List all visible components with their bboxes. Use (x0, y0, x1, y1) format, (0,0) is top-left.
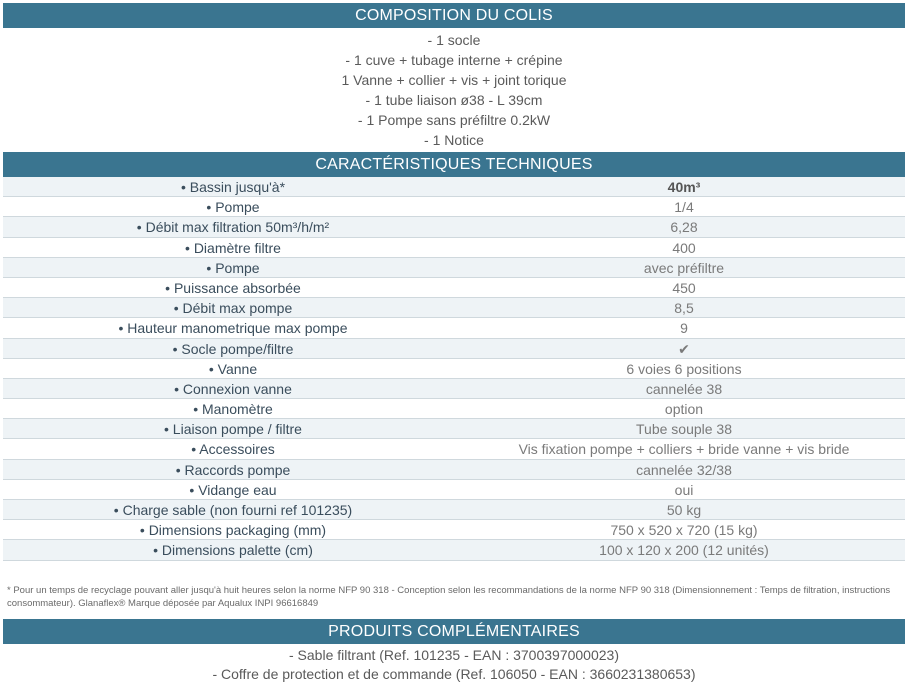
spec-value: 8,5 (674, 300, 694, 317)
produits-list (3, 646, 905, 684)
spec-row (3, 177, 905, 197)
spec-value: 400 (672, 239, 696, 256)
composition-item: 1 Vanne + collier + vis + joint torique (341, 72, 567, 88)
spec-row (3, 217, 905, 237)
spec-label: • Vanne (208, 360, 258, 377)
produit-item: - Sable filtrant (Ref. 101235 - EAN : 3700397000023) (289, 647, 619, 663)
spec-row (3, 379, 905, 399)
spec-value: oui (674, 481, 694, 498)
spec-value: 9 (680, 320, 688, 337)
spec-value: 100 x 120 x 200 (12 unités) (599, 542, 769, 559)
spec-row (3, 520, 905, 540)
composition-item: - 1 cuve + tubage interne + crépine (345, 52, 563, 68)
spec-row (3, 480, 905, 500)
composition-item: - 1 Pompe sans préfiltre 0.2kW (357, 112, 551, 128)
spec-label: • Débit max filtration 50m³/h/m² (136, 219, 330, 236)
spec-label: • Accessoires (191, 441, 275, 458)
footnote: * Pour un temps de recyclage pouvant aller jusqu'à huit heures selon la norme NFP 90 318 - Conception selon les recommandations de la norme NFP 90 318 (Dimensionnement : Temps de filtration, instructions consommateur). Glanaflex® Marque déposée par Aqualux INPI 96616849 (7, 585, 891, 609)
spec-row (3, 258, 905, 278)
spec-row (3, 460, 905, 480)
spec-value: 50 kg (666, 502, 702, 518)
caracteristiques-header: CARACTÉRISTIQUES TECHNIQUES (3, 152, 905, 177)
produits-header: PRODUITS COMPLÉMENTAIRES (3, 619, 905, 644)
spec-value: Tube souple 38 (636, 421, 732, 438)
composition-list (3, 30, 905, 150)
spec-label: • Diamètre filtre (185, 239, 281, 256)
spec-value: 6 voies 6 positions (626, 360, 742, 377)
spec-value: cannelée 38 (645, 380, 723, 397)
spec-row (3, 419, 905, 439)
spec-label: • Dimensions palette (cm) (153, 542, 313, 559)
spec-row (3, 238, 905, 258)
spec-value: avec préfiltre (643, 259, 725, 276)
spec-row (3, 298, 905, 318)
spec-value: 6,28 (670, 219, 698, 236)
spec-label: • Charge sable (non fourni ref 101235) (113, 502, 353, 518)
spec-value: 40m³ (667, 179, 701, 195)
spec-table (3, 177, 905, 561)
produit-item: - Coffre de protection et de commande (Ref. 106050 - EAN : 3660231380653) (212, 666, 696, 682)
spec-label: • Connexion vanne (174, 380, 292, 397)
spec-label: • Pompe (206, 199, 260, 216)
spec-row (3, 339, 905, 359)
spec-row (3, 359, 905, 379)
spec-row (3, 500, 905, 520)
spec-label: • Socle pompe/filtre (172, 340, 294, 357)
spec-value: option (664, 401, 704, 418)
spec-label: • Pompe (206, 259, 260, 276)
spec-row (3, 278, 905, 298)
spec-label: • Liaison pompe / filtre (164, 421, 302, 438)
spec-label: • Hauteur manometrique max pompe (118, 320, 348, 337)
spec-label: • Bassin jusqu'à* (180, 179, 286, 195)
spec-row (3, 318, 905, 338)
spec-value: 1/4 (674, 199, 694, 216)
composition-item: - 1 Notice (424, 132, 484, 148)
spec-label: • Vidange eau (189, 481, 277, 498)
spec-value: Vis fixation pompe + colliers + bride vanne + vis bride (518, 441, 850, 458)
composition-header: COMPOSITION DU COLIS (3, 3, 905, 28)
spec-row (3, 197, 905, 217)
check-icon: ✔ (678, 340, 690, 357)
spec-row (3, 439, 905, 459)
spec-label: • Débit max pompe (173, 300, 293, 317)
spec-value: cannelée 32/38 (636, 461, 732, 478)
spec-value: 450 (672, 279, 696, 296)
spec-label: • Manomètre (193, 401, 273, 418)
spec-label: • Dimensions packaging (mm) (139, 522, 327, 539)
spec-row (3, 540, 905, 560)
composition-item: - 1 socle (427, 32, 481, 48)
spec-label: • Raccords pompe (175, 461, 291, 478)
spec-label: • Puissance absorbée (165, 279, 301, 296)
spec-row (3, 399, 905, 419)
spec-value: 750 x 520 x 720 (15 kg) (610, 522, 758, 539)
composition-item: - 1 tube liaison ø38 - L 39cm (365, 92, 543, 108)
